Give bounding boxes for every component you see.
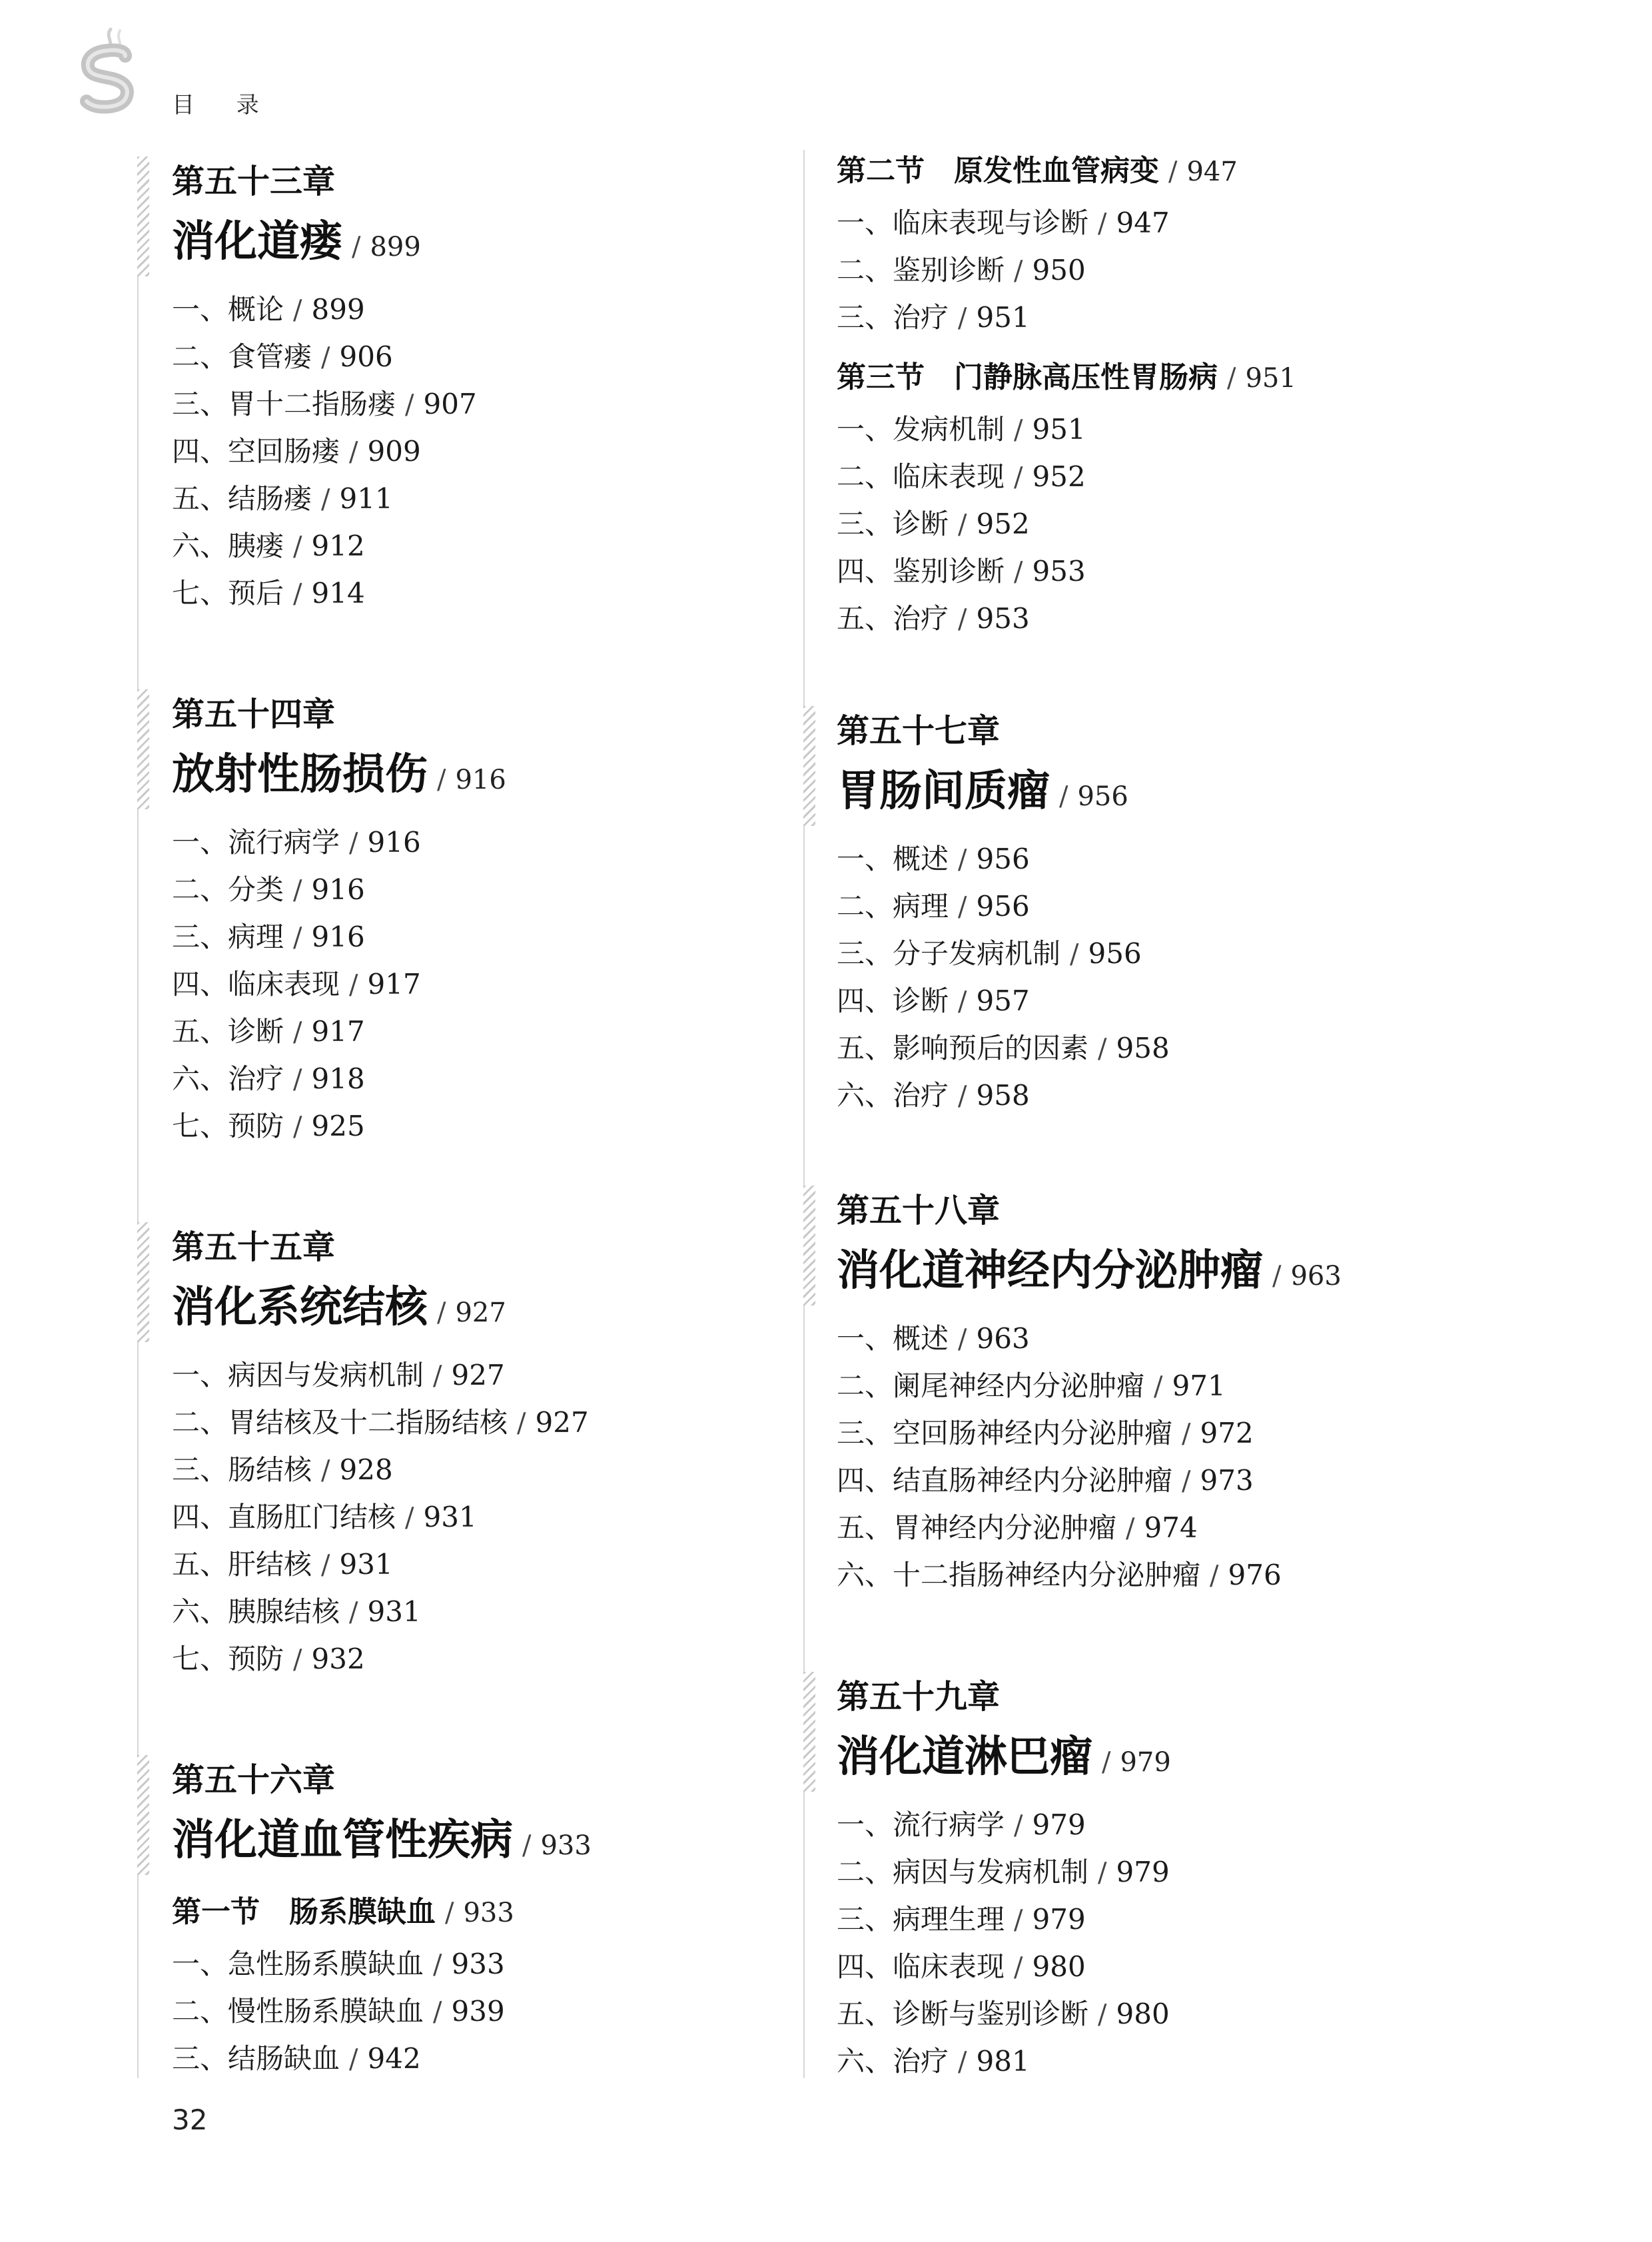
toc-item[interactable] [837, 1943, 1476, 1990]
chapter-title-line[interactable] [172, 1273, 811, 1342]
toc-item-title: 三、病理 [172, 921, 284, 953]
page-separator: / [958, 892, 967, 923]
page-separator: / [437, 765, 446, 795]
page-separator: / [1272, 1261, 1282, 1292]
toc-item-title: 五、治疗 [837, 602, 949, 635]
toc-item-page-number: 932 [311, 1643, 365, 1675]
toc-item-list [837, 1315, 1476, 1599]
chapter-title-line[interactable] [172, 740, 811, 809]
toc-item-title: 六、十二指肠神经内分泌肿瘤 [837, 1559, 1201, 1591]
toc-item-title: 一、概论 [172, 293, 284, 326]
toc-section-heading[interactable] [837, 350, 1476, 406]
toc-item[interactable] [837, 883, 1476, 930]
toc-chapter-block [172, 1222, 811, 1682]
chapter-title: 消化道淋巴瘤 [837, 1732, 1092, 1782]
toc-item-page-number: 981 [976, 2045, 1030, 2077]
toc-item[interactable] [837, 500, 1476, 548]
toc-item-list [837, 199, 1476, 341]
toc-item[interactable] [837, 1848, 1476, 1896]
toc-item-list [837, 835, 1476, 1119]
section-page-number: 951 [1245, 363, 1296, 394]
toc-item-title: 六、胰瘘 [172, 530, 284, 562]
page-separator: / [433, 1997, 442, 2028]
chapter-title-line[interactable] [837, 757, 1476, 826]
toc-item-page-number: 911 [339, 482, 393, 515]
page-separator: / [1059, 781, 1068, 812]
page-separator: / [293, 1112, 302, 1142]
toc-item-title: 二、分类 [172, 873, 284, 906]
page-separator: / [1014, 1905, 1023, 1936]
toc-item[interactable] [837, 406, 1476, 453]
toc-item-title: 一、流行病学 [837, 1808, 1005, 1841]
toc-item-page-number: 958 [976, 1079, 1030, 1112]
chapter-number: 第五十九章 [837, 1678, 1001, 1716]
toc-item-page-number: 931 [339, 1548, 393, 1581]
chapter-title-line[interactable] [837, 1236, 1476, 1306]
toc-item-page-number: 980 [1116, 1998, 1170, 2030]
toc-item-title: 三、诊断 [837, 508, 949, 540]
toc-item[interactable] [837, 1504, 1476, 1551]
page-separator: / [1126, 1513, 1135, 1544]
page-separator: / [433, 1361, 442, 1391]
toc-item-page-number: 907 [423, 388, 477, 420]
page-separator: / [958, 510, 967, 540]
toc-item-page-number: 927 [451, 1359, 505, 1391]
chapter-page-number: 956 [1077, 781, 1128, 812]
toc-item-title: 七、预后 [172, 577, 284, 609]
toc-item[interactable] [837, 595, 1476, 642]
toc-item[interactable] [172, 428, 811, 475]
toc-chapter-block [172, 1755, 811, 2082]
page-separator: / [437, 1298, 446, 1328]
toc-item-page-number: 914 [311, 577, 365, 609]
toc-chapter-block [837, 706, 1476, 1119]
page-separator: / [958, 1081, 967, 1112]
chapter-number: 第五十三章 [172, 163, 336, 200]
toc-item-list [172, 819, 811, 1150]
toc-item-title: 二、胃结核及十二指肠结核 [172, 1406, 508, 1439]
page-separator: / [1102, 1747, 1111, 1778]
toc-item-title: 一、发病机制 [837, 413, 1005, 446]
page-separator: / [293, 1064, 302, 1095]
toc-section-block [837, 350, 1476, 642]
toc-item[interactable] [172, 1493, 811, 1541]
page-separator: / [433, 1950, 442, 1980]
page-separator: / [349, 970, 358, 1000]
page-separator: / [1098, 1034, 1107, 1064]
toc-item-page-number: 979 [1032, 1903, 1086, 1936]
chapter-stripe-decoration [137, 157, 149, 276]
toc-item-page-number: 947 [1116, 206, 1170, 239]
chapter-title: 消化道神经内分泌肿瘤 [837, 1246, 1263, 1296]
page-separator: / [1014, 557, 1023, 587]
toc-item[interactable] [172, 1351, 811, 1399]
toc-item-title: 三、空回肠神经内分泌肿瘤 [837, 1417, 1173, 1449]
toc-item-title: 三、结肠缺血 [172, 2042, 340, 2075]
page-separator: / [405, 1503, 414, 1533]
page-separator: / [1168, 157, 1178, 187]
section-number: 第二节 [837, 154, 925, 188]
section-number: 第一节 [172, 1895, 260, 1929]
toc-item-title: 一、急性肠系膜缺血 [172, 1948, 424, 1980]
toc-chapter-block [172, 689, 811, 1150]
toc-item[interactable] [837, 1362, 1476, 1409]
page-separator: / [321, 484, 330, 515]
page-number: 32 [172, 2103, 208, 2136]
chapter-page-number: 933 [540, 1830, 592, 1861]
toc-item[interactable] [837, 1457, 1476, 1504]
toc-item-page-number: 912 [311, 530, 365, 562]
toc-item-title: 四、结直肠神经内分泌肿瘤 [837, 1464, 1173, 1497]
toc-item-page-number: 906 [339, 340, 393, 373]
toc-item[interactable] [172, 819, 811, 866]
toc-item-title: 四、临床表现 [172, 968, 340, 1000]
toc-item-page-number: 916 [311, 921, 365, 953]
chapter-number: 第五十五章 [172, 1228, 336, 1266]
toc-item-title: 四、空回肠瘘 [172, 435, 340, 468]
chapter-title-line[interactable] [172, 1806, 811, 1875]
toc-item[interactable] [837, 930, 1476, 977]
toc-item-page-number: 974 [1144, 1511, 1198, 1544]
page-separator: / [321, 1455, 330, 1486]
toc-item-page-number: 925 [311, 1110, 365, 1142]
toc-item[interactable] [837, 1551, 1476, 1599]
toc-item-title: 六、治疗 [172, 1062, 284, 1095]
toc-item-title: 二、鉴别诊断 [837, 254, 1005, 286]
toc-item[interactable] [837, 977, 1476, 1024]
toc-item[interactable] [172, 522, 811, 569]
page-separator: / [958, 986, 967, 1017]
toc-item[interactable] [172, 569, 811, 617]
page-separator: / [522, 1830, 532, 1861]
page-separator: / [1014, 256, 1023, 286]
page-separator: / [1182, 1466, 1191, 1497]
toc-item-page-number: 957 [976, 984, 1030, 1017]
toc-item-list [172, 286, 811, 617]
section-title: 原发性血管病变 [954, 154, 1159, 188]
page-separator: / [445, 1898, 454, 1928]
toc-item-page-number: 951 [1032, 413, 1086, 446]
toc-section-heading[interactable] [837, 143, 1476, 199]
page-separator: / [958, 303, 967, 334]
toc-item-page-number: 939 [451, 1995, 505, 2028]
toc-item-title: 一、流行病学 [172, 826, 340, 859]
toc-item-page-number: 956 [1088, 937, 1142, 970]
toc-item-page-number: 918 [311, 1062, 365, 1095]
page-separator: / [293, 1017, 302, 1048]
page-separator: / [293, 875, 302, 906]
toc-item[interactable] [837, 1896, 1476, 1943]
toc-item-title: 二、病理 [837, 890, 949, 923]
toc-item-page-number: 952 [976, 508, 1030, 540]
toc-item-title: 四、直肠肛门结核 [172, 1501, 396, 1533]
toc-item-title: 一、临床表现与诊断 [837, 206, 1089, 239]
chapter-title: 消化道血管性疾病 [172, 1816, 513, 1865]
page-separator: / [349, 2044, 358, 2075]
chapter-page-number: 963 [1290, 1261, 1342, 1292]
page-separator: / [1098, 208, 1107, 239]
toc-item-page-number: 916 [367, 826, 421, 859]
toc-chapter-block [172, 157, 811, 617]
page-separator: / [1014, 1952, 1023, 1983]
toc-item-page-number: 953 [1032, 555, 1086, 587]
toc-section-heading[interactable] [172, 1884, 811, 1940]
chapter-page-number: 916 [455, 765, 506, 795]
toc-item-title: 三、肠结核 [172, 1453, 312, 1486]
page-separator: / [1014, 462, 1023, 493]
chapter-stripe-decoration [803, 1672, 815, 1792]
toc-item-page-number: 931 [423, 1501, 477, 1533]
chapter-stripe-decoration [137, 1222, 149, 1342]
toc-item-title: 七、预防 [172, 1643, 284, 1675]
toc-item-page-number: 979 [1116, 1856, 1170, 1888]
toc-item[interactable] [172, 380, 811, 428]
toc-item[interactable] [837, 1315, 1476, 1362]
page-separator: / [352, 232, 361, 262]
page-separator: / [1098, 1858, 1107, 1888]
toc-item[interactable] [172, 1008, 811, 1055]
toc-item-page-number: 958 [1116, 1032, 1170, 1064]
toc-item-page-number: 956 [976, 843, 1030, 875]
page-separator: / [1014, 415, 1023, 446]
toc-item-title: 二、食管瘘 [172, 340, 312, 373]
toc-item-title: 二、病因与发病机制 [837, 1856, 1089, 1888]
toc-item[interactable] [837, 1072, 1476, 1119]
toc-item-title: 五、胃神经内分泌肿瘤 [837, 1511, 1117, 1544]
toc-item-title: 五、诊断 [172, 1015, 284, 1048]
toc-item-page-number: 956 [976, 890, 1030, 923]
page-separator: / [321, 1550, 330, 1581]
toc-item[interactable] [172, 960, 811, 1008]
toc-item-title: 四、诊断 [837, 984, 949, 1017]
toc-item[interactable] [837, 2038, 1476, 2085]
toc-item[interactable] [172, 1399, 811, 1446]
chapter-page-number: 899 [370, 232, 421, 262]
section-page-number: 933 [463, 1898, 514, 1928]
toc-item[interactable] [837, 835, 1476, 883]
toc-item-page-number: 953 [976, 602, 1030, 635]
toc-item-title: 三、胃十二指肠瘘 [172, 388, 396, 420]
header-title: 目 录 [172, 92, 276, 119]
intestine-logo-icon [79, 27, 143, 127]
toc-item[interactable] [837, 199, 1476, 246]
toc-item-page-number: 899 [311, 293, 365, 326]
toc-item-page-number: 963 [976, 1322, 1030, 1355]
toc-item[interactable] [172, 475, 811, 522]
toc-chapter-block [837, 1672, 1476, 2085]
page-separator: / [1070, 939, 1079, 970]
toc-item[interactable] [172, 2035, 811, 2082]
page-separator: / [1014, 1810, 1023, 1841]
page-separator: / [1227, 363, 1236, 394]
toc-item-page-number: 909 [367, 435, 421, 468]
page-separator: / [293, 923, 302, 953]
page-separator: / [293, 295, 302, 326]
toc-item-list [172, 1351, 811, 1682]
toc-item-title: 六、治疗 [837, 2045, 949, 2077]
toc-item[interactable] [837, 246, 1476, 294]
chapter-title-line[interactable] [837, 1722, 1476, 1792]
toc-item[interactable] [837, 1024, 1476, 1072]
toc-item-page-number: 917 [311, 1015, 365, 1048]
toc-item[interactable] [837, 1990, 1476, 2038]
page-separator: / [1210, 1561, 1219, 1591]
toc-item-page-number: 979 [1032, 1808, 1086, 1841]
chapter-page-number: 979 [1120, 1747, 1171, 1778]
chapter-stripe-decoration [137, 1755, 149, 1875]
toc-item-list [837, 1801, 1476, 2085]
toc-item-page-number: 917 [367, 968, 421, 1000]
toc-item[interactable] [172, 1588, 811, 1635]
page-separator: / [1098, 2000, 1107, 2030]
toc-item-title: 一、概述 [837, 1322, 949, 1355]
page-separator: / [349, 828, 358, 859]
toc-item[interactable] [172, 286, 811, 333]
toc-item-page-number: 971 [1172, 1369, 1226, 1402]
toc-item[interactable] [837, 548, 1476, 595]
toc-item-title: 一、概述 [837, 843, 949, 875]
toc-item-page-number: 942 [367, 2042, 421, 2075]
toc-item-page-number: 973 [1200, 1464, 1254, 1497]
toc-item[interactable] [172, 333, 811, 380]
page-separator: / [405, 390, 414, 420]
chapter-title: 消化道瘘 [172, 217, 342, 266]
page-separator: / [1182, 1419, 1191, 1449]
toc-item[interactable] [837, 1801, 1476, 1848]
toc-item-title: 三、分子发病机制 [837, 937, 1061, 970]
toc-item-title: 六、胰腺结核 [172, 1595, 340, 1628]
chapter-title: 消化系统结核 [172, 1283, 428, 1332]
toc-item-page-number: 927 [535, 1406, 589, 1439]
section-page-number: 947 [1186, 157, 1238, 187]
chapter-number: 第五十七章 [837, 712, 1001, 750]
toc-item-page-number: 928 [339, 1453, 393, 1486]
page-separator: / [293, 579, 302, 609]
page-separator: / [958, 604, 967, 635]
toc-item[interactable] [837, 294, 1476, 341]
toc-item[interactable] [172, 866, 811, 913]
toc-item-title: 六、治疗 [837, 1079, 949, 1112]
section-title: 肠系膜缺血 [289, 1895, 436, 1929]
toc-item-page-number: 972 [1200, 1417, 1254, 1449]
chapter-stripe-decoration [803, 1186, 815, 1306]
toc-item-page-number: 951 [976, 301, 1030, 334]
chapter-stripe-decoration [803, 706, 815, 826]
page-separator: / [958, 1324, 967, 1355]
toc-item-title: 二、慢性肠系膜缺血 [172, 1995, 424, 2028]
toc-item[interactable] [172, 913, 811, 960]
toc-item-title: 七、预防 [172, 1110, 284, 1142]
toc-item-list [837, 406, 1476, 642]
chapter-number: 第五十六章 [172, 1761, 336, 1799]
toc-item-title: 三、病理生理 [837, 1903, 1005, 1936]
chapter-page-number: 927 [455, 1298, 506, 1328]
toc-item-title: 二、临床表现 [837, 460, 1005, 493]
toc-item-title: 四、鉴别诊断 [837, 555, 1005, 587]
toc-section-block [837, 143, 1476, 341]
toc-item[interactable] [172, 1102, 811, 1150]
page-separator: / [349, 437, 358, 468]
toc-item[interactable] [172, 1541, 811, 1588]
toc-item-title: 五、诊断与鉴别诊断 [837, 1998, 1089, 2030]
chapter-title: 放射性肠损伤 [172, 750, 428, 799]
page-separator: / [349, 1597, 358, 1628]
toc-item-title: 五、结肠瘘 [172, 482, 312, 515]
toc-item-list [172, 1940, 811, 2082]
toc-item[interactable] [172, 1446, 811, 1493]
toc-item[interactable] [172, 1055, 811, 1102]
toc-item-page-number: 952 [1032, 460, 1086, 493]
toc-item-page-number: 980 [1032, 1950, 1086, 1983]
toc-item-page-number: 933 [451, 1948, 505, 1980]
section-number: 第三节 [837, 360, 925, 394]
toc-item-title: 二、阑尾神经内分泌肿瘤 [837, 1369, 1145, 1402]
page-separator: / [293, 532, 302, 562]
toc-item-title: 一、病因与发病机制 [172, 1359, 424, 1391]
toc-item-page-number: 950 [1032, 254, 1086, 286]
toc-item-page-number: 916 [311, 873, 365, 906]
toc-item[interactable] [837, 1409, 1476, 1457]
page-separator: / [958, 845, 967, 875]
toc-item[interactable] [172, 1940, 811, 1988]
chapter-title: 胃肠间质瘤 [837, 767, 1050, 816]
toc-item-title: 五、影响预后的因素 [837, 1032, 1089, 1064]
toc-item-title: 四、临床表现 [837, 1950, 1005, 1983]
toc-item-page-number: 976 [1228, 1559, 1282, 1591]
page-separator: / [293, 1645, 302, 1675]
page-separator: / [517, 1408, 526, 1439]
page-separator: / [321, 342, 330, 373]
toc-item[interactable] [837, 453, 1476, 500]
page-separator: / [1154, 1371, 1163, 1402]
toc-item[interactable] [172, 1635, 811, 1682]
chapter-number: 第五十八章 [837, 1192, 1001, 1230]
chapter-title-line[interactable] [172, 207, 811, 276]
toc-item-title: 五、肝结核 [172, 1548, 312, 1581]
section-title: 门静脉高压性胃肠病 [954, 360, 1218, 394]
toc-chapter-block [837, 1186, 1476, 1599]
toc-item[interactable] [172, 1988, 811, 2035]
chapter-number: 第五十四章 [172, 695, 336, 733]
chapter-stripe-decoration [137, 689, 149, 809]
page-separator: / [958, 2047, 967, 2077]
toc-item-page-number: 931 [367, 1595, 421, 1628]
toc-item-title: 三、治疗 [837, 301, 949, 334]
